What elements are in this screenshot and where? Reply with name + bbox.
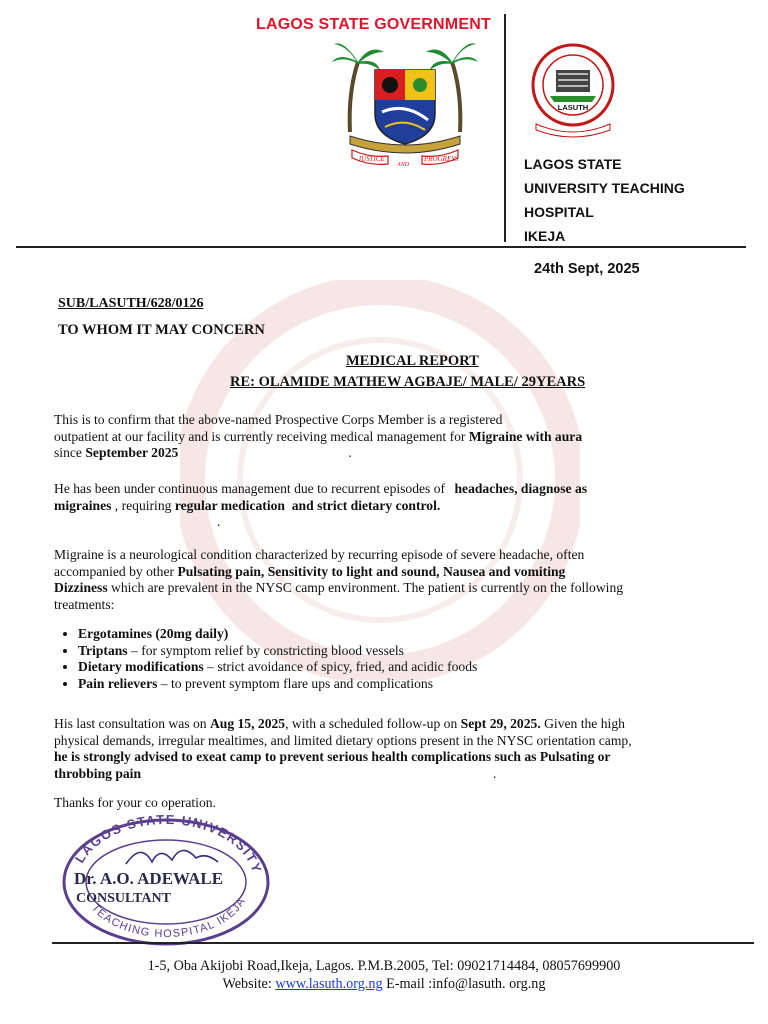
hospital-address-block (524, 152, 685, 248)
text-span: Given the high (540, 716, 625, 731)
advice-text: he is strongly advised to exeat camp to prevent serious health complications such as Pulsating or (54, 749, 611, 764)
text-span: treatments: (54, 596, 115, 612)
email-text: E-mail :info@lasuth. org.ng (382, 976, 546, 992)
list-item (78, 659, 477, 676)
closing-text: Thanks for your co operation. (54, 795, 216, 810)
report-title: MEDICAL REPORT (346, 353, 479, 369)
paragraph-recommendation (54, 716, 734, 782)
text-span: . (493, 765, 497, 781)
treatment-desc: – for symptom relief by constricting blood vessels (127, 642, 404, 658)
stamp-name: Dr. A.O. ADEWALE (74, 869, 224, 888)
hospital-line: UNIVERSITY TEACHING (524, 180, 685, 196)
paragraph-management (54, 481, 734, 531)
header-divider-vertical (504, 14, 506, 242)
text-span: This is to confirm that the above-named Prospective Corps Member is a registered (54, 412, 503, 427)
header-divider-horizontal (16, 246, 746, 248)
follow-up-date: Sept 29, 2025. (460, 716, 541, 731)
text-span: . (348, 445, 352, 460)
reference-number: SUB/LASUTH/628/0126 (58, 296, 204, 311)
list-item (78, 643, 477, 660)
hospital-line: HOSPITAL (524, 204, 594, 220)
text-span: physical demands, irregular mealtimes, and limited dietary options present in the NYSC orientation camp, (54, 732, 632, 748)
text-span: He has been under continuous management due to recurrent episodes of (54, 481, 449, 496)
treatment-name: Ergotamines (20mg daily) (78, 626, 229, 641)
website-label: Website: (222, 976, 276, 992)
motto-and: AND (397, 162, 409, 168)
svg-text:LAGOS STATE UNIVERSITY (72, 812, 265, 875)
treatment-name: Pain relievers (78, 675, 158, 691)
text-span: Migraine is a neurological condition characterized by recurring episode of severe headache, often (54, 547, 585, 562)
stamp-ring-top: LAGOS STATE UNIVERSITY (71, 812, 265, 876)
treatment-desc: – to prevent symptom flare ups and complications (157, 675, 433, 691)
hospital-line: IKEJA (524, 228, 566, 244)
text-span: . (217, 514, 221, 529)
advice-text: throbbing pain (54, 765, 142, 781)
text-span: which are prevalent in the NYSC camp environment. The patient is currently on the following (107, 580, 624, 595)
text-span: , with a scheduled follow-up on (285, 716, 461, 731)
website-link[interactable]: www.lasuth.org.ng (275, 976, 383, 992)
motto-justice: JUSTICE (358, 155, 385, 163)
treatment-list (52, 626, 477, 692)
lasuth-logo (528, 40, 618, 140)
text-bold: regular medication (174, 497, 285, 513)
watermark-logo (180, 280, 583, 680)
diagnosis: Migraine with aura (468, 428, 583, 444)
text-span: His last consultation was on (54, 716, 210, 731)
last-consultation-date: Aug 15, 2025 (209, 716, 286, 731)
list-item (78, 626, 477, 643)
text-bold: headaches, diagnose as (454, 481, 588, 496)
footer-divider (52, 942, 754, 944)
text-span: since (54, 445, 86, 460)
treatment-desc: – strict avoidance of spicy, fried, and acidic foods (203, 659, 478, 674)
footer-contact (0, 976, 768, 993)
treatment-name: Dietary modifications (78, 659, 204, 674)
salutation: TO WHOM IT MAY CONCERN (58, 322, 265, 338)
letter-date: 24th Sept, 2025 (534, 261, 640, 277)
text-bold: and strict dietary control. (291, 497, 441, 513)
symptoms: Pulsating pain, Sensitivity to light and sound, Nausea and vomiting (177, 563, 566, 579)
list-item (78, 676, 477, 693)
text-span: , requiring (111, 497, 175, 513)
footer-address: 1-5, Oba Akijobi Road,Ikeja, Lagos. P.M.B.2005, Tel: 09021714484, 08057699900 (147, 958, 621, 974)
text-span: accompanied by other (54, 563, 178, 579)
paragraph-condition (54, 547, 734, 613)
text-bold: Dizziness (54, 580, 108, 595)
since-date: September 2025 (85, 445, 179, 460)
government-title: LAGOS STATE GOVERNMENT (256, 16, 491, 33)
motto-progress: PROGRESS (424, 155, 459, 163)
official-stamp (56, 812, 276, 948)
text-bold: migraines (54, 497, 112, 513)
re-line: RE: OLAMIDE MATHEW AGBAJE/ MALE/ 29YEARS (230, 374, 586, 390)
hospital-line: LAGOS STATE (524, 156, 622, 172)
lasuth-logo-text: LASUTH (557, 103, 589, 112)
text-span: outpatient at our facility and is currently receiving medical management for (54, 428, 469, 444)
stamp-title: CONSULTANT (76, 891, 171, 906)
paragraph-confirmation (54, 412, 734, 462)
coat-of-arms-logo (330, 32, 480, 172)
treatment-name: Triptans (78, 642, 128, 658)
stamp-ring-bottom: TEACHING HOSPITAL IKEJA (89, 895, 249, 941)
